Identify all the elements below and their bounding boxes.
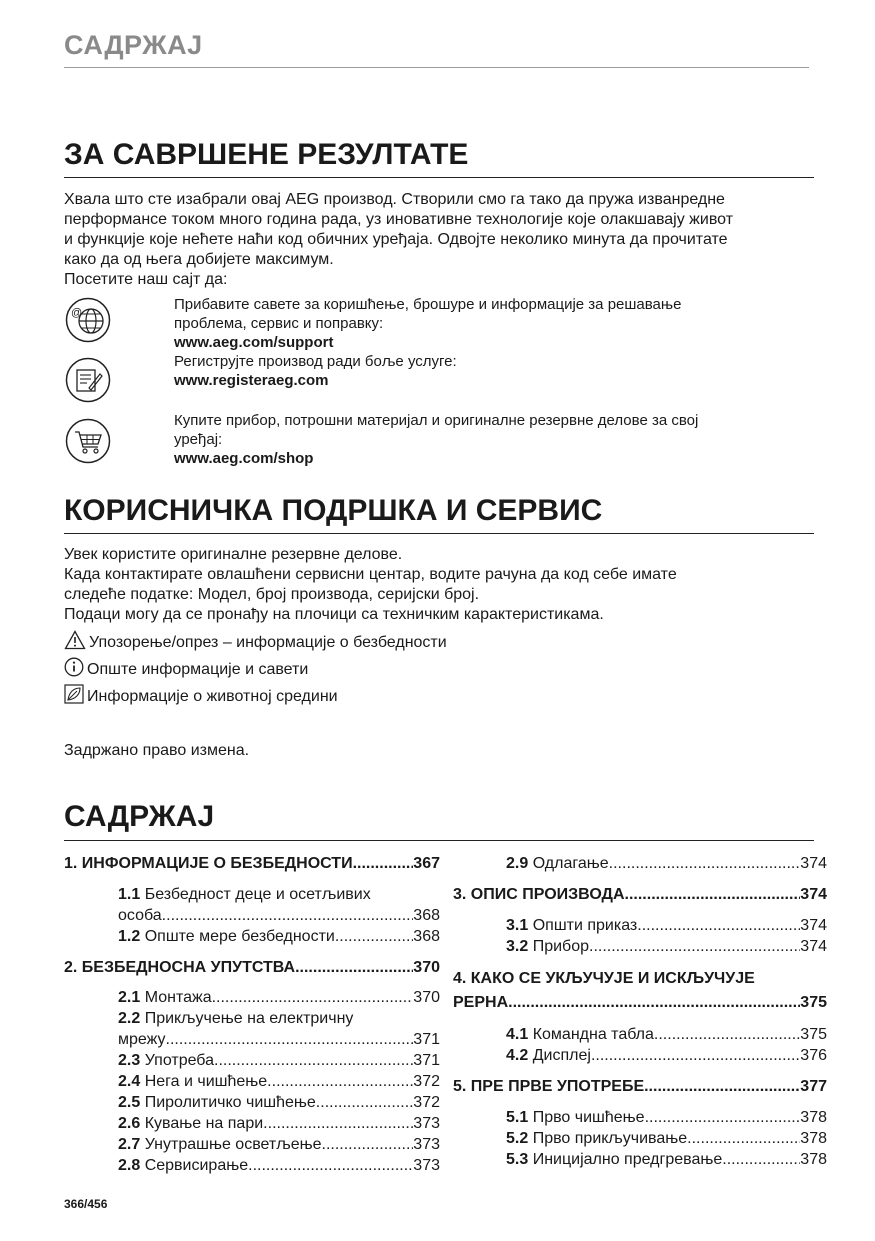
service-line: Увек користите оригиналне резервне делове. xyxy=(64,546,403,563)
support-text: Прибавите савете за коришћење, брошуре и информације за решавање xyxy=(174,296,682,313)
toc-entry-continued[interactable]: РЕРНА ..... 375 xyxy=(453,991,827,1015)
toc-right-column xyxy=(453,853,827,1170)
toc-entry[interactable]: 2. БЕЗБЕДНОСНА УПУТСТВА ..... 370 xyxy=(64,957,440,978)
shopping-cart-icon xyxy=(65,418,111,464)
toc-entry[interactable]: 2.4 Нега и чишћење ..... 372 xyxy=(118,1071,440,1092)
legend-text: Информације о животној средини xyxy=(87,688,338,705)
page-number: 366/456 xyxy=(64,1197,108,1211)
shop-text: Купите прибор, потрошни материјал и оригиналне резервне делове за свој xyxy=(174,412,699,429)
toc-entry[interactable]: 5.3 Иницијално предгревање ..... 378 xyxy=(506,1149,827,1170)
page-header-title: САДРЖАЈ xyxy=(64,30,203,60)
legend-text: Упозорење/опрез – информације о безбедности xyxy=(89,634,447,651)
toc-entry-continued[interactable]: особа ..... 368 xyxy=(118,905,440,926)
support-text: проблема, сервис и поправку: xyxy=(174,315,384,332)
toc-entry[interactable]: 3.1 Општи приказ ..... 374 xyxy=(506,915,827,936)
section-divider xyxy=(64,533,814,534)
globe-icon xyxy=(65,297,111,343)
toc-entry[interactable]: 3. ОПИС ПРОИЗВОДА ..... 374 xyxy=(453,884,827,905)
toc-entry[interactable]: 5. ПРЕ ПРВЕ УПОТРЕБЕ ..... 377 xyxy=(453,1076,827,1097)
section-heading-toc: САДРЖАЈ xyxy=(64,800,215,833)
svg-text:@: @ xyxy=(71,307,83,319)
service-line: следеће податке: Модел, број производа, серијски број. xyxy=(64,586,480,603)
intro-paragraph xyxy=(64,190,733,290)
toc-entry[interactable]: 4.2 Дисплеј ..... 376 xyxy=(506,1045,827,1066)
section-divider xyxy=(64,840,814,841)
toc-entry[interactable]: 2.7 Унутрашње осветљење ..... 373 xyxy=(118,1134,440,1155)
section-divider xyxy=(64,177,814,178)
service-line: Подаци могу да се пронађу на плочици са техничким карактеристикама. xyxy=(64,606,604,623)
info-icon xyxy=(64,657,84,677)
toc-entry[interactable]: 2.2 Прикључење на електричну xyxy=(118,1010,354,1027)
register-link[interactable]: www.registeraeg.com xyxy=(174,372,329,389)
document-icon xyxy=(65,357,111,403)
service-paragraph xyxy=(64,545,677,625)
legend-info xyxy=(64,657,308,680)
intro-line: и функције које нећете наћи код обичних уређаја. Одвојте неколико минута да прочитате xyxy=(64,231,728,248)
shop-link[interactable]: www.aeg.com/shop xyxy=(174,450,314,467)
toc-entry[interactable]: 2.8 Сервисирање ..... 373 xyxy=(118,1155,440,1176)
toc-left-column xyxy=(64,853,440,1176)
change-notice: Задржано право измена. xyxy=(64,742,250,759)
intro-line: како да од њега добијете максимум. xyxy=(64,251,334,268)
leaf-icon xyxy=(64,684,84,704)
toc-entry[interactable]: 5.1 Прво чишћење ..... 378 xyxy=(506,1107,827,1128)
intro-line: перформансе током много година рада, уз иновативне технологије које олакшавају живот xyxy=(64,211,734,228)
section-heading-results: ЗА САВРШЕНЕ РЕЗУЛТАТЕ xyxy=(64,138,469,171)
toc-entry[interactable]: 1. ИНФОРМАЦИЈЕ О БЕЗБЕДНОСТИ ..... 367 xyxy=(64,853,440,874)
legend-warning xyxy=(64,630,447,653)
register-text: Региструјте производ ради боље услуге: xyxy=(174,353,457,370)
toc-entry[interactable]: 2.6 Кување на пари ..... 373 xyxy=(118,1113,440,1134)
legend-environment xyxy=(64,684,338,707)
support-block xyxy=(174,295,681,390)
toc-entry-continued[interactable]: мрежу ..... 371 xyxy=(118,1029,440,1050)
intro-line: Хвала што сте изабрали овај AEG производ. Створили смо га тако да пружа изванредне xyxy=(64,191,725,208)
toc-entry[interactable]: 3.2 Прибор ..... 374 xyxy=(506,936,827,957)
shop-block xyxy=(174,411,698,468)
warning-icon xyxy=(64,630,86,650)
section-heading-service: КОРИСНИЧКА ПОДРШКА И СЕРВИС xyxy=(64,494,603,527)
toc-entry[interactable]: 2.9 Одлагање ..... 374 xyxy=(506,853,827,874)
toc-entry[interactable]: 2.3 Употреба ..... 371 xyxy=(118,1050,440,1071)
intro-line: Посетите наш сајт да: xyxy=(64,271,228,288)
toc-entry[interactable]: 4. КАКО СЕ УКЉУЧУЈЕ И ИСКЉУЧУЈЕ xyxy=(453,970,755,987)
toc-entry[interactable]: 2.1 Монтажа ..... 370 xyxy=(118,987,440,1008)
shop-text: уређај: xyxy=(174,431,223,448)
toc-entry[interactable]: 1.1 Безбедност деце и осетљивих xyxy=(118,886,371,903)
support-link[interactable]: www.aeg.com/support xyxy=(174,334,334,351)
header-divider xyxy=(64,67,809,68)
toc-entry[interactable]: 4.1 Командна табла ..... 375 xyxy=(506,1024,827,1045)
toc-entry[interactable]: 2.5 Пиролитичко чишћење ..... 372 xyxy=(118,1092,440,1113)
service-line: Када контактирате овлашћени сервисни центар, водите рачуна да код себе имате xyxy=(64,566,677,583)
toc-entry[interactable]: 1.2 Опште мере безбедности ..... 368 xyxy=(118,926,440,947)
legend-text: Опште информације и савети xyxy=(87,661,309,678)
toc-entry[interactable]: 5.2 Прво прикључивање ..... 378 xyxy=(506,1128,827,1149)
